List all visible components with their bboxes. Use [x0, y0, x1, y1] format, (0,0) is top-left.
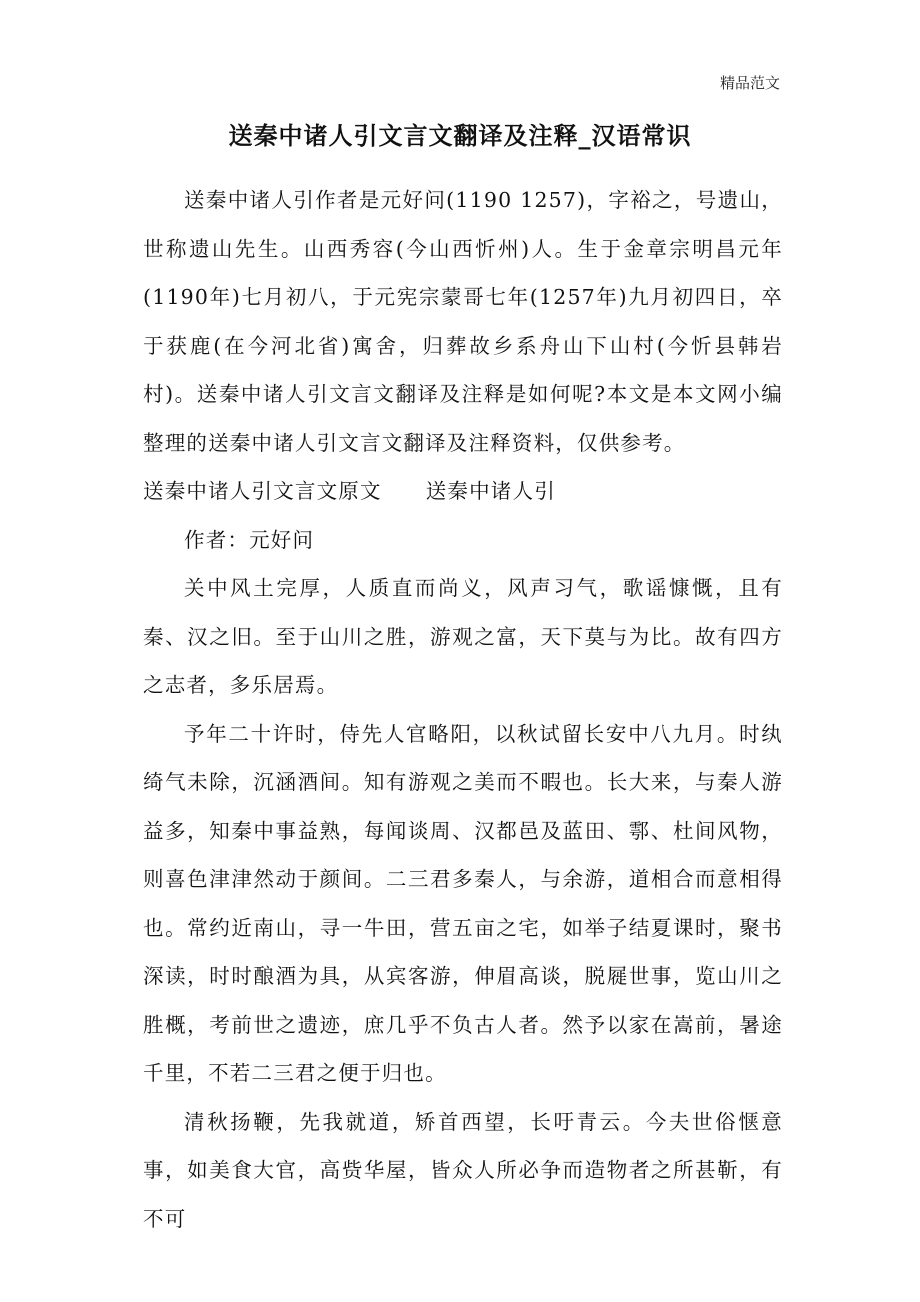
author-line: 作者：元好问 [184, 527, 315, 552]
section-heading: 送秦中诸人引文言文原文 [143, 479, 382, 503]
paragraph-2: 予年二十许时，侍先人官略阳，以秋试留长安中八九月。时纨绮气未除，沉涵酒间。知有游观之美而不暇也。长大来，与秦人游益多，知秦中事益熟，每闻谈周、汉都邑及蓝田、鄠、杜间风物，则喜色津津然动于颜间。二三君多秦人，与余游，道相合而意相得也。常约近南山，寻一牛田，营五亩之宅，如举子结夏课时，聚书深读，时时酿酒为具，从宾客游，伸眉高谈，脱屣世事，览山川之胜概，考前世之遗迹，庶几乎不负古人者。然予以家在嵩前，暑途千里，不若二三君之便于归也。 [143, 721, 783, 1085]
document-body [143, 176, 783, 1243]
header-tag: 精品范文 [719, 74, 780, 92]
paragraph-3: 清秋扬鞭，先我就道，矫首西望，长吁青云。今夫世俗惬意事，如美食大官，高赀华屋，皆众人所必争而造物者之所甚靳，有不可 [143, 1109, 783, 1231]
paragraph-1: 关中风土完厚，人质直而尚义，风声习气，歌谣慷慨，且有秦、汉之旧。至于山川之胜，游观之富，天下莫与为比。故有四方之志者，多乐居焉。 [143, 576, 783, 697]
document-title: 送秦中诸人引文言文翻译及注释_汉语常识 [228, 122, 692, 150]
section-heading-2: 送秦中诸人引 [425, 479, 556, 503]
section-heading-line [143, 467, 783, 516]
intro-paragraph: 送秦中诸人引作者是元好问(1190 1257)，字裕之，号遗山，世称遗山先生。山西秀容(今山西忻州)人。生于金章宗明昌元年(1190年)七月初八，于元宪宗蒙哥七年(1257年)九月初四日，卒于获鹿(在今河北省)寓舍，归葬故乡系舟山下山村(今忻县韩岩村)。送秦中诸人引文言文翻译及注释是如何呢?本文是本文网小编整理的送秦中诸人引文言文翻译及注释资料，仅供参考。 [143, 188, 783, 455]
